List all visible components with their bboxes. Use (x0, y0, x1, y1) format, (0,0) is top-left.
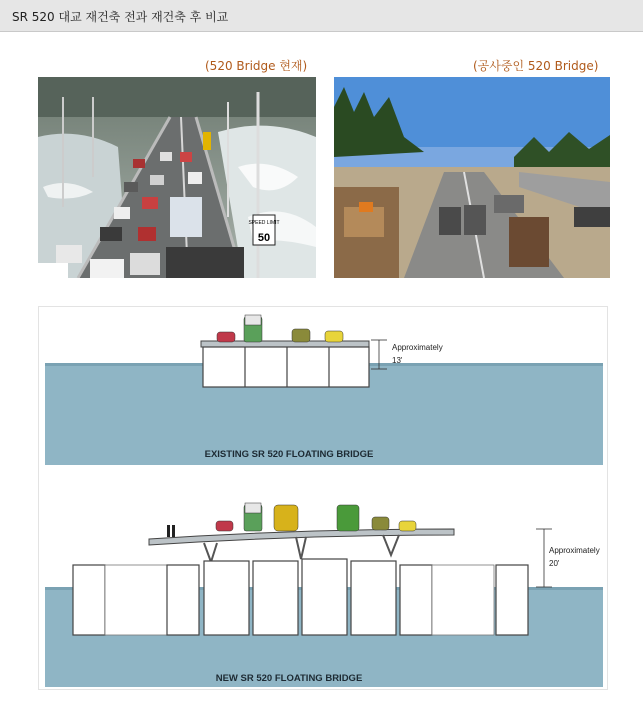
existing-bridge-section (45, 315, 603, 465)
existing-dimension-label: Approximately (392, 343, 443, 352)
new-dimension-label: Approximately (549, 546, 600, 555)
existing-dimension-value: 13' (392, 356, 403, 365)
new-dimension-value: 20' (549, 559, 560, 568)
speed-sign-top: SPEED LIMIT (248, 220, 280, 226)
bridge-comparison-diagram (38, 306, 608, 690)
title-bar (0, 0, 643, 32)
page-title: SR 520 대교 재건축 전과 재건축 후 비교 (12, 10, 229, 24)
existing-bridge-label: EXISTING SR 520 FLOATING BRIDGE (204, 449, 374, 460)
left-photo-caption: (520 Bridge 현재) (205, 59, 308, 73)
right-photo-caption: (공사중인 520 Bridge) (473, 59, 599, 73)
speed-sign-value: 50 (257, 232, 271, 244)
construction-photo (334, 77, 610, 278)
new-bridge-label: NEW SR 520 FLOATING BRIDGE (215, 673, 363, 684)
current-bridge-photo (38, 77, 316, 278)
new-bridge-section (45, 503, 603, 687)
